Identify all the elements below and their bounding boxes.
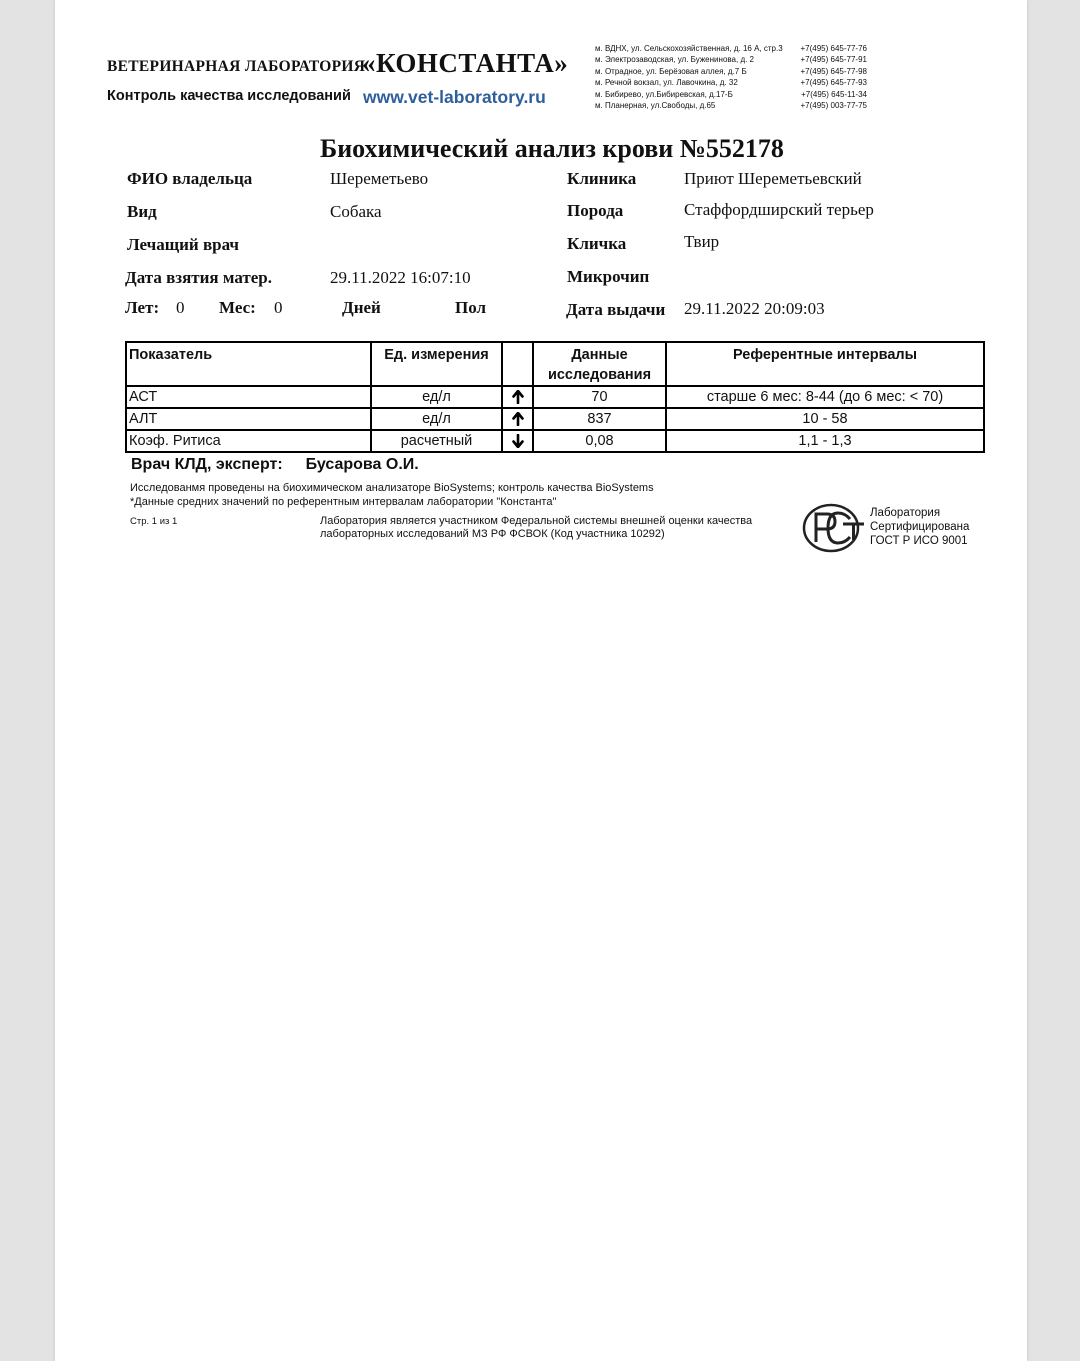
cert-line2: Сертифицирована — [870, 521, 970, 533]
lab-tagline: Контроль качества исследований — [107, 88, 351, 104]
branch-phone: +7(495) 003-77-75 — [800, 101, 867, 111]
col-indicator: Показатель — [126, 342, 371, 386]
col-value-line2: исследования — [547, 367, 652, 383]
branch-phone: +7(495) 645-11-34 — [801, 89, 867, 99]
species-value: Собака — [330, 202, 382, 221]
page-number: Стр. 1 из 1 — [130, 516, 178, 527]
owner-value: Шереметьево — [330, 169, 429, 188]
branch-row — [595, 89, 867, 100]
rst-certification-icon — [801, 502, 867, 559]
row-value: 0,08 — [533, 430, 666, 452]
branch-phone: +7(495) 645-77-93 — [800, 78, 867, 88]
row-reference: старше 6 мес: 8-44 (до 6 мес: < 70) — [666, 386, 984, 408]
issue-date-label: Дата выдачи — [566, 300, 666, 319]
clinic-label: Клиника — [567, 169, 637, 188]
years-value: 0 — [176, 298, 185, 317]
row-indicator: Коэф. Ритиса — [126, 430, 371, 452]
expert-title: Врач КЛД, эксперт: — [131, 456, 283, 473]
row-unit: ед/л — [371, 386, 502, 408]
row-reference: 1,1 - 1,3 — [666, 430, 984, 452]
col-reference: Референтные интервалы — [666, 342, 984, 386]
microchip-label: Микрочип — [567, 267, 650, 286]
nickname-value: Твир — [684, 232, 720, 251]
row-indicator: АЛТ — [126, 408, 371, 430]
branch-address: м. Электрозаводская, ул. Буженинова, д. 2 — [595, 55, 755, 65]
col-flag — [502, 342, 533, 386]
expert-signature — [131, 456, 419, 474]
col-value-line1: Данные — [571, 347, 628, 363]
branch-list — [595, 43, 867, 111]
branch-phone: +7(495) 645-77-91 — [800, 55, 867, 65]
nickname-label: Кличка — [567, 234, 627, 253]
lab-website-link[interactable]: www.vet-laboratory.ru — [363, 87, 546, 107]
row-value: 837 — [533, 408, 666, 430]
sex-label: Пол — [455, 298, 487, 317]
row-unit: расчетный — [371, 430, 502, 452]
branch-row — [595, 66, 867, 77]
breed-label: Порода — [567, 201, 624, 220]
report-page — [55, 0, 1027, 1361]
table-row — [126, 430, 984, 452]
results-table — [125, 341, 985, 453]
row-reference: 10 - 58 — [666, 408, 984, 430]
branch-address: м. Бибирево, ул.Бибиревская, д.17-Б — [595, 89, 733, 99]
branch-row — [595, 77, 867, 88]
arrow-up-icon — [502, 408, 533, 430]
months-value: 0 — [274, 298, 283, 317]
fsvok-line2: лабораторных исследований МЗ РФ ФСВОК (Код участника 10292) — [320, 528, 665, 540]
row-unit: ед/л — [371, 408, 502, 430]
date-taken-value: 29.11.2022 16:07:10 — [330, 268, 471, 287]
issue-date-value: 29.11.2022 20:09:03 — [684, 299, 825, 318]
branch-row — [595, 43, 867, 54]
days-label: Дней — [342, 298, 381, 317]
cert-line3: ГОСТ Р ИСО 9001 — [870, 535, 968, 547]
branch-row — [595, 100, 867, 111]
lab-name: ВЕТЕРИНАРНАЯ ЛАБОРАТОРИЯ — [107, 58, 366, 75]
branch-row — [595, 54, 867, 65]
arrow-down-icon — [502, 430, 533, 452]
table-header-row — [126, 342, 984, 386]
col-unit: Ед. измерения — [371, 342, 502, 386]
certification-text — [870, 506, 969, 548]
branch-address: м. ВДНХ, ул. Сельскохозяйственная, д. 16 А, стр.3 — [595, 44, 783, 53]
document-title: Биохимический анализ крови №552178 — [320, 134, 784, 163]
years-label: Лет: — [125, 298, 160, 317]
reference-note: *Данные средних значений по референтным интервалам лаборатории "Константа" — [130, 496, 557, 508]
species-label: Вид — [127, 202, 157, 221]
arrow-up-icon — [502, 386, 533, 408]
col-value — [533, 342, 666, 386]
doctor-label: Лечащий врач — [127, 235, 239, 254]
table-row — [126, 386, 984, 408]
fsvok-line1: Лаборатория является участником Федеральной системы внешней оценки качества — [320, 515, 753, 527]
branch-address: м. Отрадное, ул. Берёзовая аллея, д.7 Б — [595, 66, 747, 76]
branch-phone: +7(495) 645-77-76 — [800, 44, 867, 53]
clinic-value: Приют Шереметьевский — [684, 169, 862, 188]
owner-label: ФИО владельца — [127, 169, 253, 188]
branch-phone: +7(495) 645-77-98 — [800, 66, 867, 76]
branch-address: м. Планерная, ул.Свободы, д.65 — [595, 101, 716, 111]
branch-address: м. Речной вокзал, ул. Лавочкина, д. 32 — [595, 78, 738, 88]
months-label: Мес: — [219, 298, 256, 317]
date-taken-label: Дата взятия матер. — [125, 268, 272, 287]
breed-value: Стаффордширский терьер — [684, 200, 874, 219]
expert-name: Бусарова О.И. — [305, 456, 419, 473]
analyzer-note: Исследованмя проведены на биохимическом анализаторе BioSystems; контроль качества BioSystems — [130, 482, 654, 494]
cert-line1: Лаборатория — [870, 507, 941, 519]
table-row — [126, 408, 984, 430]
lab-brand: «КОНСТАНТА» — [362, 48, 569, 78]
row-indicator: АСТ — [126, 386, 371, 408]
row-value: 70 — [533, 386, 666, 408]
